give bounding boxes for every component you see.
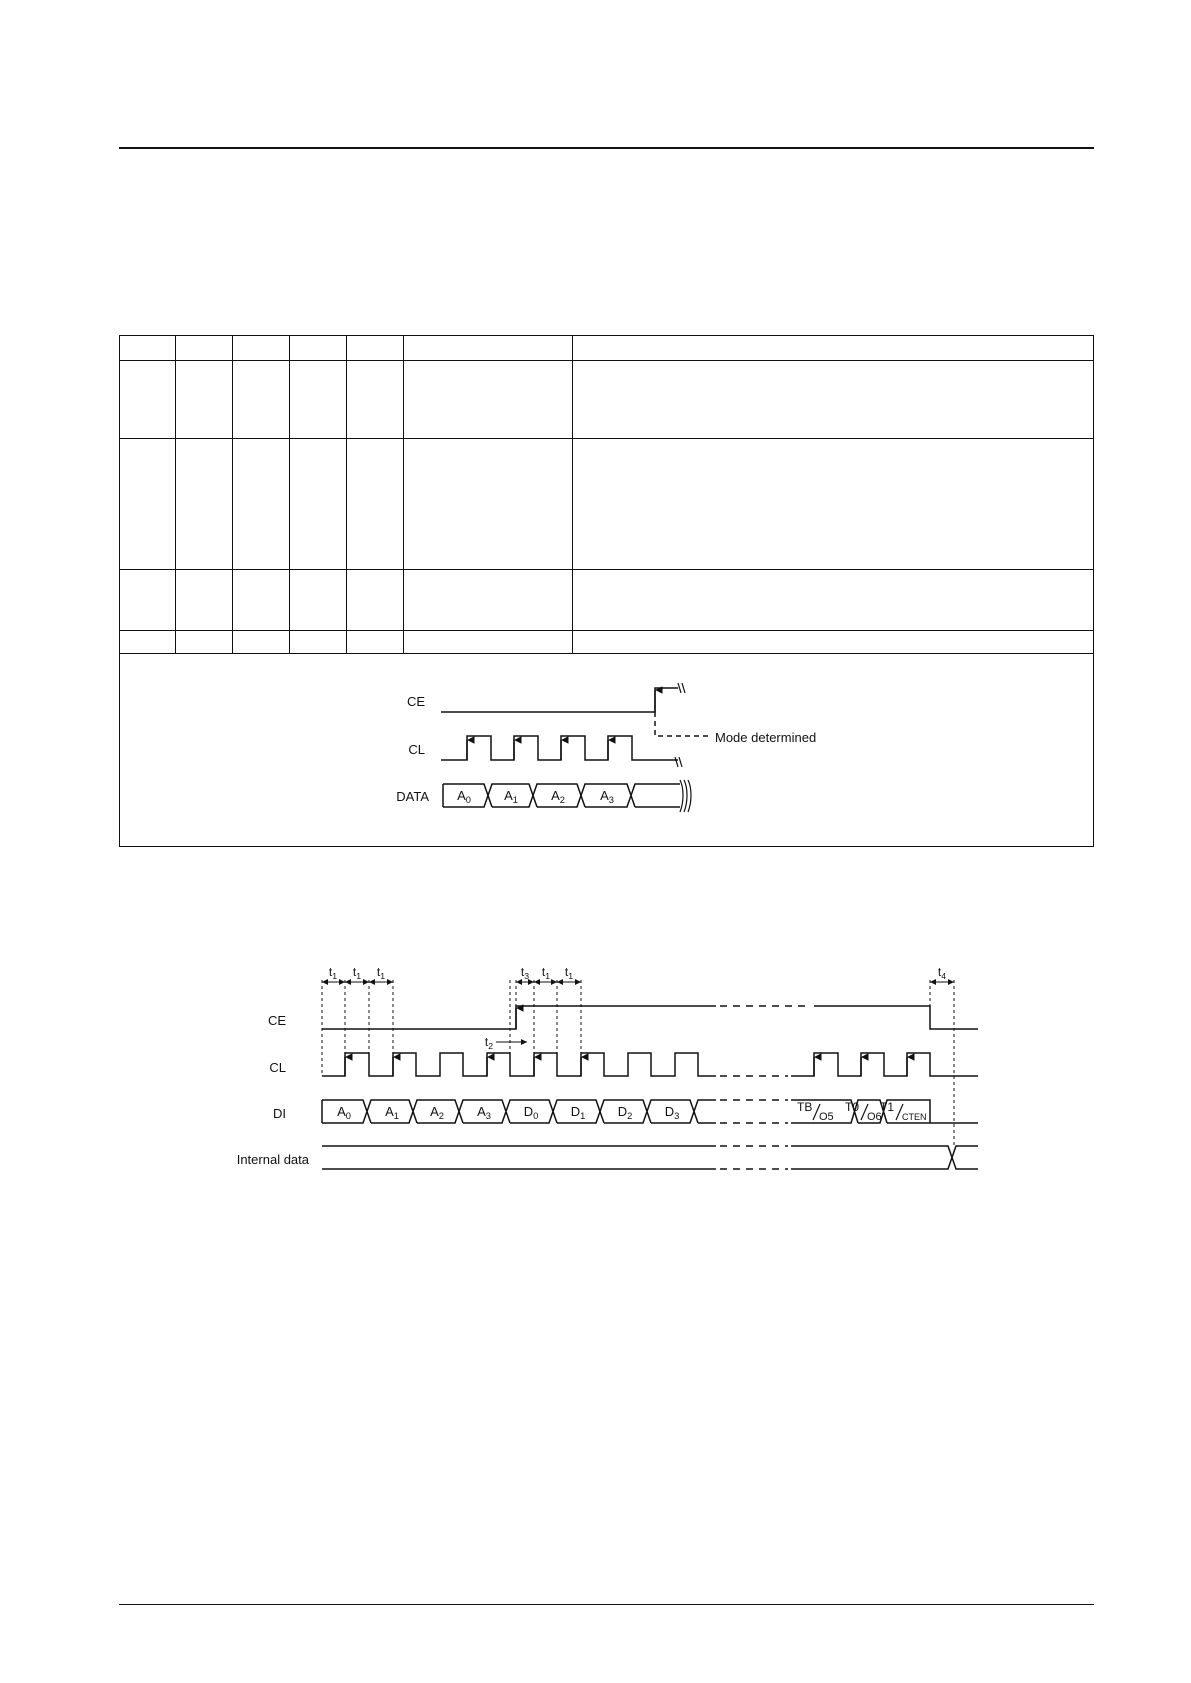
timing-t-labels [329,965,946,1051]
mode-data-label: DATA [396,789,429,804]
timing-t2: $t_2$ [484,1035,494,1051]
di-tail-cell-0 [797,1100,834,1123]
di-tail-cell-2 [880,1100,927,1122]
timing-ce-waveform [322,1006,716,1029]
mode-ce-label: CE [406,694,425,709]
di-tail-bottom-1: O6 [867,1111,882,1123]
di-tail-bottom-2: CTEN [902,1112,927,1122]
timing-internal-bus [322,1146,978,1169]
mode-determined-label: Mode determined [715,730,817,745]
mode-diagram [441,683,712,812]
timing-cl-label: CL [269,1060,286,1075]
di-cell-1: $A_1$ [385,1104,399,1121]
mode-data-cell-1: $A_1$ [504,788,518,805]
mode-ce-waveform [441,688,678,712]
mode-data-cell-2: $A_2$ [551,788,565,805]
mode-data-cell-0: $A_0$ [457,788,471,805]
timing-t4: $t_4$ [937,965,947,981]
di-cell-0: $A_0$ [337,1104,351,1121]
mode-diagram-labels [396,694,816,805]
mode-data-cell-3: $A_3$ [600,788,614,805]
di-cell-5: $D_1$ [570,1104,586,1121]
di-tail-top-2: T1 [880,1100,895,1114]
di-tail-cell-1 [845,1100,882,1123]
timing-diagram [322,980,978,1169]
mode-determined-leader [655,712,712,736]
di-cell-7: $D_3$ [664,1104,680,1121]
di-tail-bottom-0: O5 [819,1111,834,1123]
timing-brackets [322,982,954,1042]
timing-cl-waveform [322,1053,716,1076]
timing-t3: $t_3$ [520,965,530,981]
timing-ce-label: CE [267,1013,286,1028]
timing-t1-a: $t_1$ [328,965,338,981]
timing-di-tail-cells [797,1100,927,1123]
timing-t1-d: $t_1$ [541,965,551,981]
timing-labels [237,965,947,1167]
mode-data-bus [443,780,691,812]
timing-break [720,1006,813,1169]
di-cell-2: $A_2$ [430,1104,444,1121]
timing-t1-b: $t_1$ [352,965,362,981]
timing-internal-label: Internal data [236,1152,309,1167]
footer-rule [119,1604,1094,1605]
timing-di-label: DI [273,1106,286,1121]
mode-cl-label: CL [408,742,425,757]
timing-cl-arrows [345,1057,907,1076]
di-cell-6: $D_2$ [617,1104,633,1121]
mode-cl-waveform [441,736,678,760]
timing-t1-e: $t_1$ [564,965,574,981]
timing-t1-c: $t_1$ [376,965,386,981]
di-tail-top-0: TB [797,1100,813,1114]
di-cell-4: $D_0$ [523,1104,539,1121]
di-tail-top-1: T0 [845,1100,860,1114]
di-cell-3: $A_3$ [477,1104,491,1121]
